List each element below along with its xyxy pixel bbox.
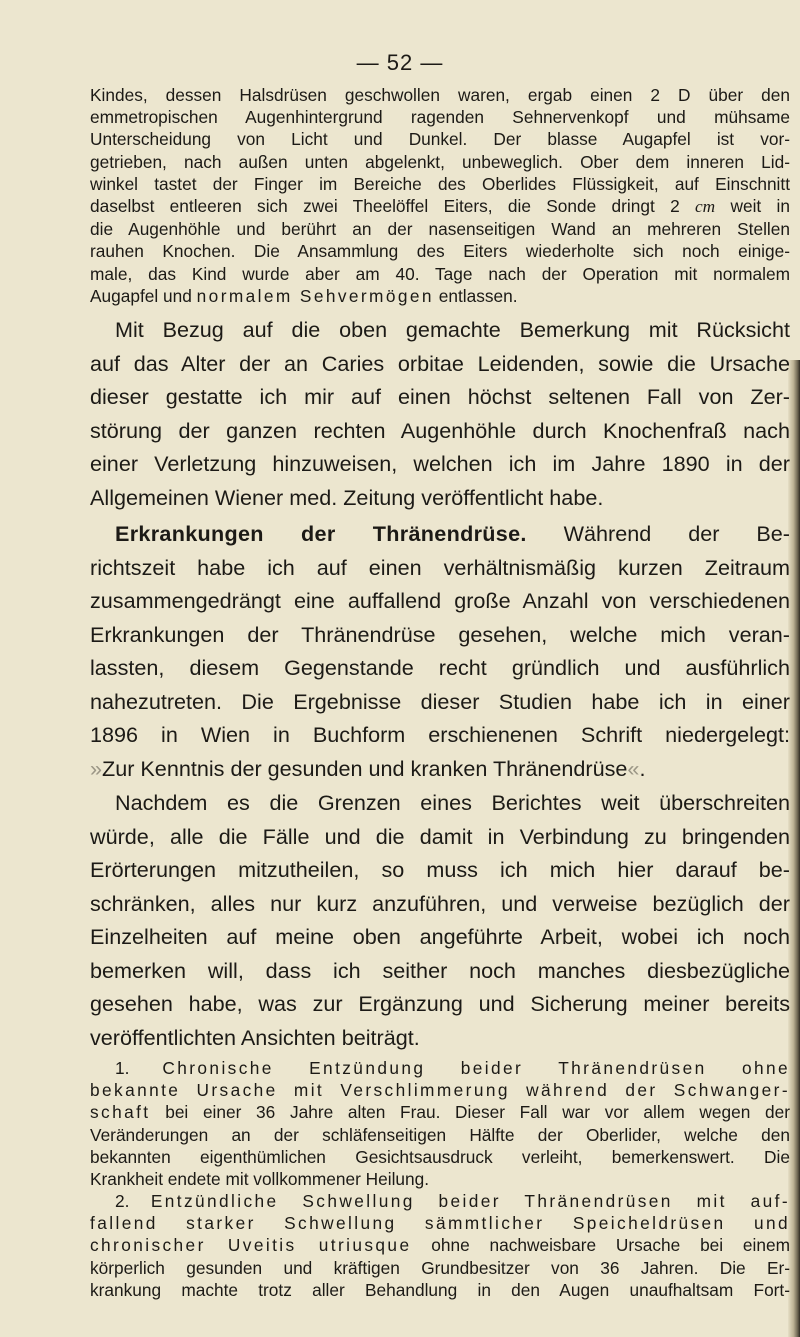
section-lacrimal-gland [90,517,790,785]
case-number: 2. [115,1191,130,1211]
text-line: rauhen Knochen. Die Ansammlung des Eiters wiederholte sich noch einige- [90,241,790,262]
case-title-spaced: chronischer Uveitis utriusque [90,1235,412,1256]
case-1 [90,1057,790,1190]
quote-open: » [90,755,103,781]
text-line: Krankheit endete mit vollkommener Heilung. [90,1169,430,1190]
text-line: Augapfel und normalem Sehvermögen entlassen. [90,285,518,306]
text-line: gesehen habe, was zur Ergänzung und Sicherung meiner bereits [90,991,790,1016]
text-line: Allgemeinen Wiener med. Zeitung veröffentlicht habe. [90,484,604,510]
text-line: dieser gestatte ich mir auf einen höchst seltenen Fall von Zer- [90,384,790,409]
case-2 [90,1190,790,1301]
case-number: 1. [115,1058,130,1078]
text-line: winkel tastet der Finger im Bereiche des Oberlides Flüssigkeit, auf Einschnitt [90,173,790,194]
text-line: zusammengedrängt eine auffallend große Anzahl von verschiedenen [90,588,790,613]
text-line: bemerken will, dass ich seither noch manches diesbezügliche [90,957,790,983]
case-title-spaced: bekannte Ursache mit Verschlimmerung während der Schwanger- [90,1080,790,1101]
text-line: veröffentlichten Ansichten beiträgt. [90,1024,420,1050]
case-title-spaced: Entzündliche Schwellung beider Thränendrüsen mit auf- [150,1191,790,1211]
paragraph-case-continuation [90,84,790,307]
text-line: krankung machte trotz aller Behandlung in den Augen unaufhaltsam Fort- [90,1279,790,1300]
text-line: auf das Alter der an Caries orbitae Leidenden, sowie die Ursache [90,350,790,376]
text-line: daselbst entleeren sich zwei Theelöffel Eiters, die Sonde dringt 2 cm weit in [90,196,790,217]
case-title-spaced: schaft [90,1102,151,1123]
text-line: Erkrankungen der Thränendrüse gesehen, welche mich veran- [90,621,790,647]
section-heading: Erkrankungen der Thränendrüse. [115,521,527,546]
text-line: Veränderungen an der schläfenseitigen Hälfte der Oberlider, welche den [90,1124,790,1145]
text-line: bekannten eigenthümlichen Gesichtsausdruck verleiht, bemerkenswert. Die [90,1146,790,1167]
text-line: getrieben, nach außen unten abgelenkt, unbeweglich. Ober dem inneren Lid- [90,151,790,172]
text-line: male, das Kind wurde aber am 40. Tage nach der Operation mit normalem [90,263,790,284]
text-line: Kindes, dessen Halsdrüsen geschwollen waren, ergab einen 2 D über den [90,85,790,105]
text-line: Erörterungen mitzutheilen, so muss ich mich hier darauf be- [90,857,790,882]
emphasis-spaced: normalem Sehvermögen [196,285,434,306]
text-line [90,1057,790,1079]
text-line: richtszeit habe ich auf einen verhältnismäßig kurzen Zeitraum [90,554,790,580]
case-title-spaced: Chronische Entzündung beider Thränendrüsen ohne [162,1058,790,1078]
text-line: Einzelheiten auf meine oben angeführte Arbeit, wobei ich noch [90,924,790,949]
text-line: schaft bei einer 36 Jahre alten Frau. Dieser Fall war vor allem wegen der [90,1102,790,1123]
text-line: Erkrankungen der Thränendrüse. Während der Be- [115,521,790,546]
text-line [90,1212,790,1234]
text-line: lassten, diesem Gegenstande recht gründlich und ausführlich [90,655,790,680]
text-line: störung der ganzen rechten Augenhöhle durch Knochenfraß nach [90,417,790,443]
text-line: körperlich gesunden und kräftigen Grundbesitzer von 36 Jahren. Die Er- [90,1257,790,1278]
text-line: würde, alle die Fälle und die damit in Verbindung zu bringenden [90,823,790,849]
paragraph-caries-reference [90,313,790,514]
text-line [90,1190,790,1212]
text-line: Unterscheidung von Licht und Dunkel. Der blasse Augapfel ist vor- [90,129,790,150]
text-line: 1896 in Wien in Buchform erschienenen Schrift niedergelegt: [90,722,790,747]
text-line [90,1079,790,1101]
text-line: einer Verletzung hinzuweisen, welchen ich im Jahre 1890 in der [90,451,790,476]
text-line: schränken, alles nur kurz anzuführen, und verweise bezüglich der [90,890,790,916]
text-line: emmetropischen Augenhintergrund ragenden Sehnervenkopf und mühsame [90,107,790,128]
quote-close: « [627,755,640,781]
text-line: »Zur Kenntnis der gesunden und kranken Thränendrüse«. [90,755,646,781]
book-title: Zur Kenntnis der gesunden und kranken Thränendrüse [102,755,628,781]
page-number: — 52 — [356,50,444,75]
text-line: Nachdem es die Grenzen eines Berichtes weit überschreiten [115,790,790,815]
unit-cm: cm [695,197,716,217]
text-line: Mit Bezug auf die oben gemachte Bemerkung mit Rücksicht [115,317,790,342]
text-line: nahezutreten. Die Ergebnisse dieser Studien habe ich in einer [90,688,790,714]
text-line: chronischer Uveitis utriusque ohne nachweisbare Ursache bei einem [90,1235,790,1256]
paragraph-summary-note [90,786,790,1054]
text-line: die Augenhöhle und berührt an der nasenseitigen Wand an mehreren Stellen [90,219,790,240]
case-title-spaced: fallend starker Schwellung sämmtlicher Speicheldrüsen und [90,1213,790,1234]
